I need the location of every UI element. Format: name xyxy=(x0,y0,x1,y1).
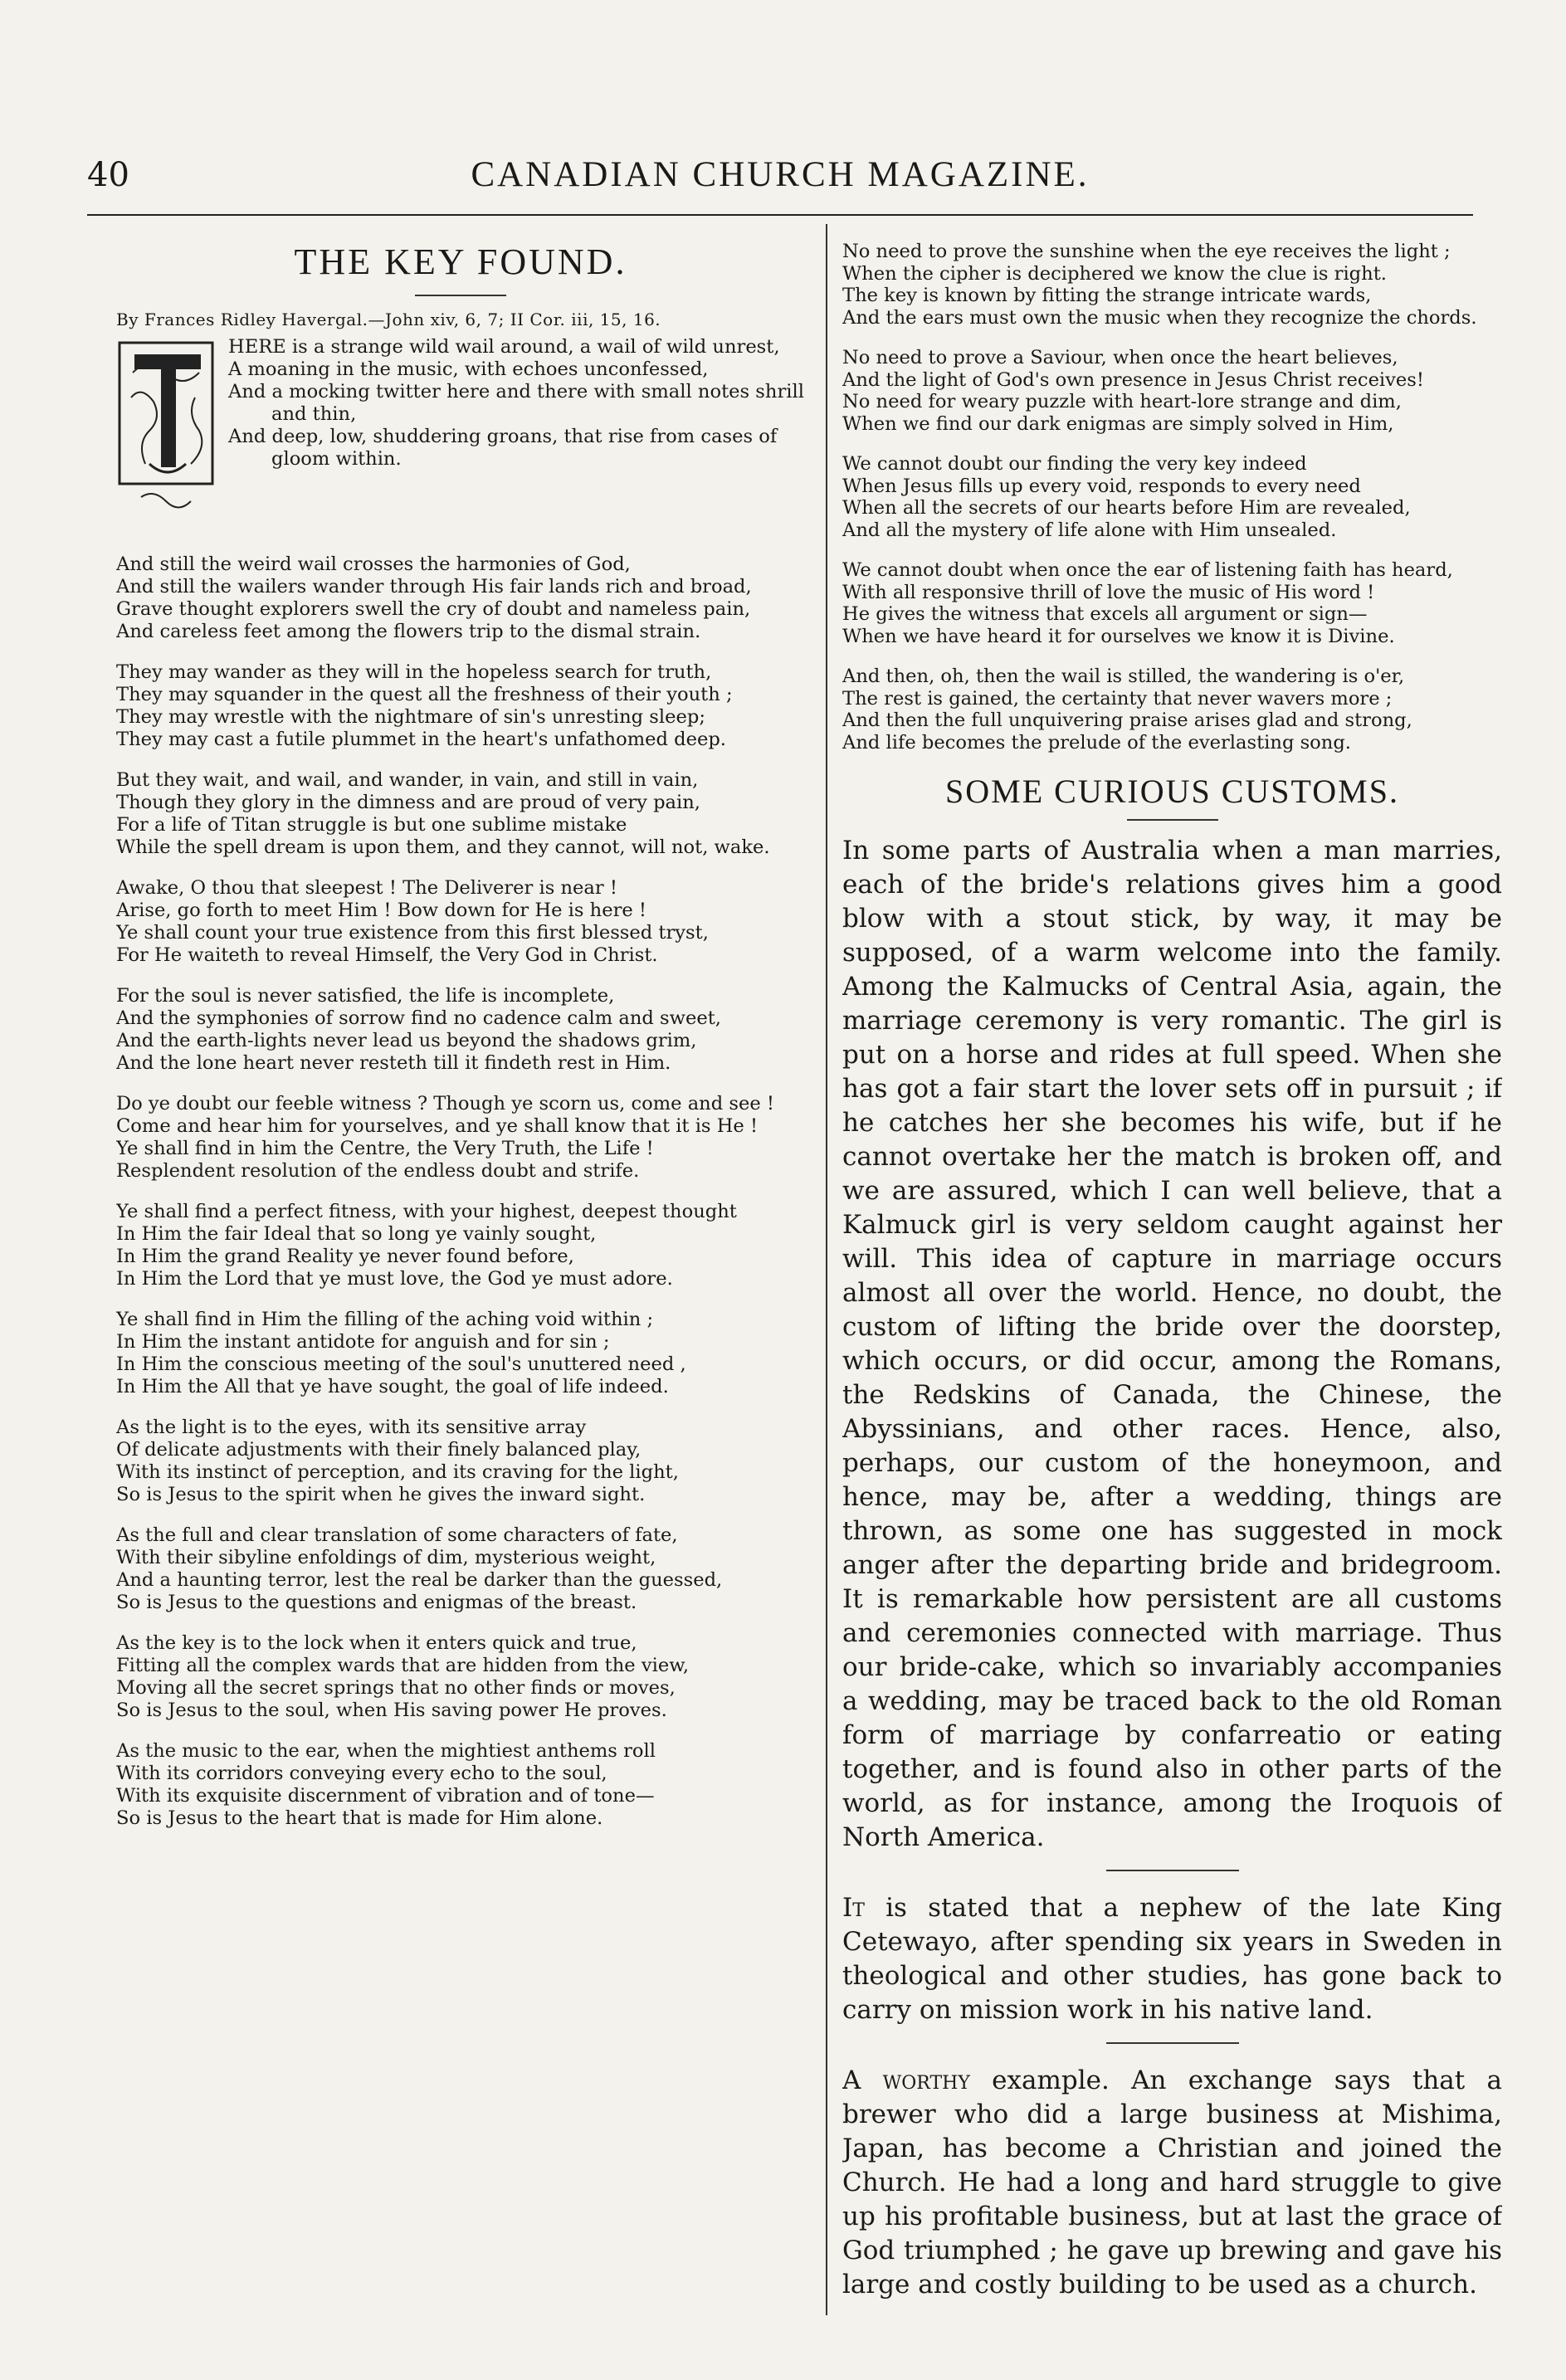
poem-line: So is Jesus to the spirit when he gives the inward sight. xyxy=(116,1484,646,1505)
poem-line: HERE is a strange wild wail around, a wail of wild unrest, xyxy=(228,336,780,358)
section-title: SOME CURIOUS CUSTOMS. xyxy=(945,773,1399,810)
poem-line: In Him the conscious meeting of the soul's unuttered need , xyxy=(116,1353,686,1375)
poem-line: We cannot doubt when once the ear of listening faith has heard, xyxy=(842,559,1453,581)
poem-line: They may squander in the quest all the freshness of their youth ; xyxy=(116,684,733,705)
poem-line: So is Jesus to the soul, when His saving power He proves. xyxy=(116,1700,667,1721)
poem-line: The key is known by fitting the strange intricate wards, xyxy=(842,285,1372,306)
page-number: 40 xyxy=(87,156,129,194)
poem-stanza xyxy=(116,1524,805,1614)
article-paragraph xyxy=(842,1891,1502,2027)
poem-line: Ye shall find in Him the filling of the aching void within ; xyxy=(116,1309,654,1330)
poem-line: Grave thought explorers swell the cry of doubt and nameless pain, xyxy=(116,598,751,620)
poem-stanza xyxy=(842,241,1502,329)
header-rule xyxy=(87,214,1473,216)
poem-stanza xyxy=(116,769,805,859)
poem-line: When Jesus fills up every void, responds to every need xyxy=(842,475,1361,497)
poem-line: As the key is to the lock when it enters quick and true, xyxy=(116,1632,637,1654)
poem-line: In Him the Lord that ye must love, the God ye must adore. xyxy=(116,1268,673,1290)
poem-line: Come and hear him for yourselves, and ye shall know that it is He ! xyxy=(116,1115,759,1137)
poem-stanza xyxy=(842,453,1502,541)
section-rule xyxy=(1106,2042,1239,2044)
poem-line: Ye shall find in him the Centre, the Very Truth, the Life ! xyxy=(116,1138,654,1159)
poem-line: Awake, O thou that sleepest ! The Deliverer is near ! xyxy=(116,877,617,899)
poem-line: When we find our dark enigmas are simply solved in Him, xyxy=(842,412,1394,435)
poem-line: With their sibyline enfoldings of dim, mysterious weight, xyxy=(116,1547,656,1568)
paragraph-text: is stated that a nephew of the late King Cetewayo, after spending six years in Sweden in theological and other studies, has gone back to carry on mission work in his native land. xyxy=(842,1893,1502,2025)
poem-line: For a life of Titan struggle is but one sublime mistake xyxy=(116,814,627,836)
poem-line: But they wait, and wail, and wander, in vain, and still in vain, xyxy=(116,769,699,791)
poem-line: And the symphonies of sorrow find no cadence calm and sweet, xyxy=(116,1007,721,1029)
poem-line: In Him the instant antidote for anguish and for sin ; xyxy=(116,1331,610,1353)
poem-line: And all the mystery of life alone with Him unsealed. xyxy=(842,519,1337,541)
poem-line: When the cipher is deciphered we know the clue is right. xyxy=(842,262,1387,285)
poem-line: And the earth-lights never lead us beyond the shadows grim, xyxy=(116,1030,697,1051)
masthead: CANADIAN CHURCH MAGAZINE. xyxy=(471,155,1090,194)
right-column xyxy=(842,241,1502,2332)
poem-line: And still the wailers wander through His fair lands rich and broad, xyxy=(116,576,752,597)
paragraph-text: example. An exchange says that a brewer who did a large business at Mishima, Japan, has become a Christian and joined the Church. He had a long and hard struggle to give up his profitable business, but at last the grace of God triumphed ; he gave up brewing and gave his large and costly building to be used as a church. xyxy=(842,2065,1502,2300)
poem-line: With its corridors conveying every echo to the soul, xyxy=(116,1763,607,1784)
poem-line: So is Jesus to the questions and enigmas of the breast. xyxy=(116,1592,637,1613)
poem-line: As the full and clear translation of some characters of fate, xyxy=(116,1524,678,1546)
poem-line: And careless feet among the flowers trip to the dismal strain. xyxy=(116,621,701,642)
poem-line: And deep, low, shuddering groans, that rise from cases of gloom within. xyxy=(228,426,778,470)
article-paragraph: In some parts of Australia when a man marries, each of the bride's relations gives him a good blow with a stout stick, by way, it may be supposed, of a warm welcome into the family. Among the Kalmucks of Central Asia, again, the marriage ceremony is very romantic. The girl is put on a horse and rides at full speed. When she has got a fair start the lover sets off in pursuit ; if he catches her she becomes his wife, but if he cannot overtake her the match is broken off, and we are assured, which I can well believe, that a Kalmuck girl is very seldom caught against her will. This idea of capture in marriage occurs almost all over the world. Hence, no doubt, the custom of lifting the bride over the doorstep, which occurs, or did occur, among the Romans, the Redskins of Canada, the Chinese, the Abyssinians, and other races. Hence, also, perhaps, our custom of the honeymoon, and hence, may be, after a wedding, things are thrown, as some one has suggested in mock anger after the departing bride and bridegroom. It is remarkable how persistent are all customs and ceremonies connected with marriage. Thus our bride-cake, which so invariably accompanies a wedding, may be traced back to the old Roman form of marriage by confarreatio or eating together, and is found also in other parts of the world, as for instance, among the Iroquois of North America. xyxy=(842,836,1502,1852)
poem-line: In Him the grand Reality ye never found before, xyxy=(116,1246,574,1267)
lead-in: It xyxy=(842,1893,865,1923)
poem-line: Resplendent resolution of the endless doubt and strife. xyxy=(116,1160,640,1182)
lead-in: A worthy xyxy=(842,2065,970,2095)
article-paragraph xyxy=(842,2064,1502,2302)
poem-line: They may cast a futile plummet in the heart's unfathomed deep. xyxy=(116,729,726,750)
poem-stanza xyxy=(116,661,805,751)
poem-line: In Him the All that ye have sought, the goal of life indeed. xyxy=(116,1376,669,1397)
title-rule xyxy=(415,295,506,296)
poem-line: The rest is gained, the certainty that never wavers more ; xyxy=(842,687,1393,710)
poem-title: THE KEY FOUND. xyxy=(294,241,627,282)
ornamental-initial-t-icon xyxy=(116,339,220,518)
poem-line: Ye shall count your true existence from this first blessed tryst, xyxy=(116,922,709,944)
poem-line: He gives the witness that excels all argument or sign— xyxy=(842,603,1368,625)
column-divider xyxy=(826,224,827,2315)
poem-line: Fitting all the complex wards that are hidden from the view, xyxy=(116,1655,690,1676)
poem-stanza xyxy=(116,1417,805,1506)
poem-stanza xyxy=(116,985,805,1075)
poem-stanza xyxy=(116,1093,805,1183)
poem-line: And a haunting terror, lest the real be darker than the guessed, xyxy=(116,1569,723,1591)
poem-line: And life becomes the prelude of the everlasting song. xyxy=(842,731,1351,754)
poem-line: Do ye doubt our feeble witness ? Though ye scorn us, come and see ! xyxy=(116,1093,774,1114)
poem-line: They may wander as they will in the hopeless search for truth, xyxy=(116,661,712,683)
section-rule xyxy=(1106,1870,1239,1871)
poem-line: Ye shall find a perfect fitness, with your highest, deepest thought xyxy=(116,1201,737,1222)
poem-stanza xyxy=(116,554,805,643)
poem-column xyxy=(116,241,805,2299)
page-header xyxy=(87,149,1473,207)
poem-line: A moaning in the music, with echoes unconfessed, xyxy=(228,358,709,380)
poem-stanza xyxy=(116,1740,805,1830)
poem-line: With its instinct of perception, and its craving for the light, xyxy=(116,1461,679,1483)
poem-stanza xyxy=(842,666,1502,754)
poem-line: Moving all the secret springs that no other finds or moves, xyxy=(116,1677,676,1699)
poem-line: Arise, go forth to meet Him ! Bow down for He is here ! xyxy=(116,900,647,921)
poem-line: And then, oh, then the wail is stilled, the wandering is o'er, xyxy=(842,666,1405,687)
poem-line: With all responsive thrill of love the music of His word ! xyxy=(842,581,1375,603)
poem-line: In Him the fair Ideal that so long ye vainly sought, xyxy=(116,1223,597,1245)
poem-line: And still the weird wail crosses the harmonies of God, xyxy=(116,554,631,575)
poem-stanza xyxy=(842,559,1502,647)
poem-line: We cannot doubt our finding the very key indeed xyxy=(842,453,1307,475)
poem-line: And the ears must own the music when they recognize the chords. xyxy=(842,306,1477,329)
poem-line: And the light of God's own presence in Jesus Christ receives! xyxy=(842,368,1424,391)
poem-line: No need for weary puzzle with heart-lore strange and dim, xyxy=(842,391,1402,412)
poem-line: No need to prove a Saviour, when once the heart believes, xyxy=(842,347,1398,368)
title-rule xyxy=(1127,819,1218,821)
poem-line: When all the secrets of our hearts before Him are revealed, xyxy=(842,497,1411,519)
poem-line: When we have heard it for ourselves we know it is Divine. xyxy=(842,625,1395,647)
poem-line: So is Jesus to the heart that is made for Him alone. xyxy=(116,1807,603,1829)
poem-line: And then the full unquivering praise arises glad and strong, xyxy=(842,710,1412,731)
poem-byline: By Frances Ridley Havergal.—John xiv, 6, 7; II Cor. iii, 15, 16. xyxy=(116,310,661,329)
poem-line: Though they glory in the dimness and are proud of very pain, xyxy=(116,792,700,813)
poem-line: For He waiteth to reveal Himself, the Very God in Christ. xyxy=(116,944,658,966)
poem-stanza xyxy=(842,347,1502,435)
poem-stanza xyxy=(116,336,805,535)
poem-line: As the music to the ear, when the mightiest anthems roll xyxy=(116,1740,656,1762)
poem-stanza xyxy=(116,877,805,967)
poem-line: They may wrestle with the nightmare of sin's unresting sleep; xyxy=(116,706,705,728)
poem-line: With its exquisite discernment of vibration and of tone— xyxy=(116,1785,655,1807)
poem-line: And the lone heart never resteth till it findeth rest in Him. xyxy=(116,1052,671,1074)
poem-line: Of delicate adjustments with their finely balanced play, xyxy=(116,1439,642,1461)
poem-line: While the spell dream is upon them, and they cannot, will not, wake. xyxy=(116,836,770,858)
poem-line: No need to prove the sunshine when the eye receives the light ; xyxy=(842,241,1451,262)
poem-line: And a mocking twitter here and there with small notes shrill and thin, xyxy=(228,381,804,425)
poem-line: For the soul is never satisfied, the life is incomplete, xyxy=(116,985,615,1007)
poem-stanza xyxy=(116,1201,805,1290)
poem-line: As the light is to the eyes, with its sensitive array xyxy=(116,1417,587,1438)
poem-stanza xyxy=(116,1309,805,1398)
poem-stanza xyxy=(116,1632,805,1722)
